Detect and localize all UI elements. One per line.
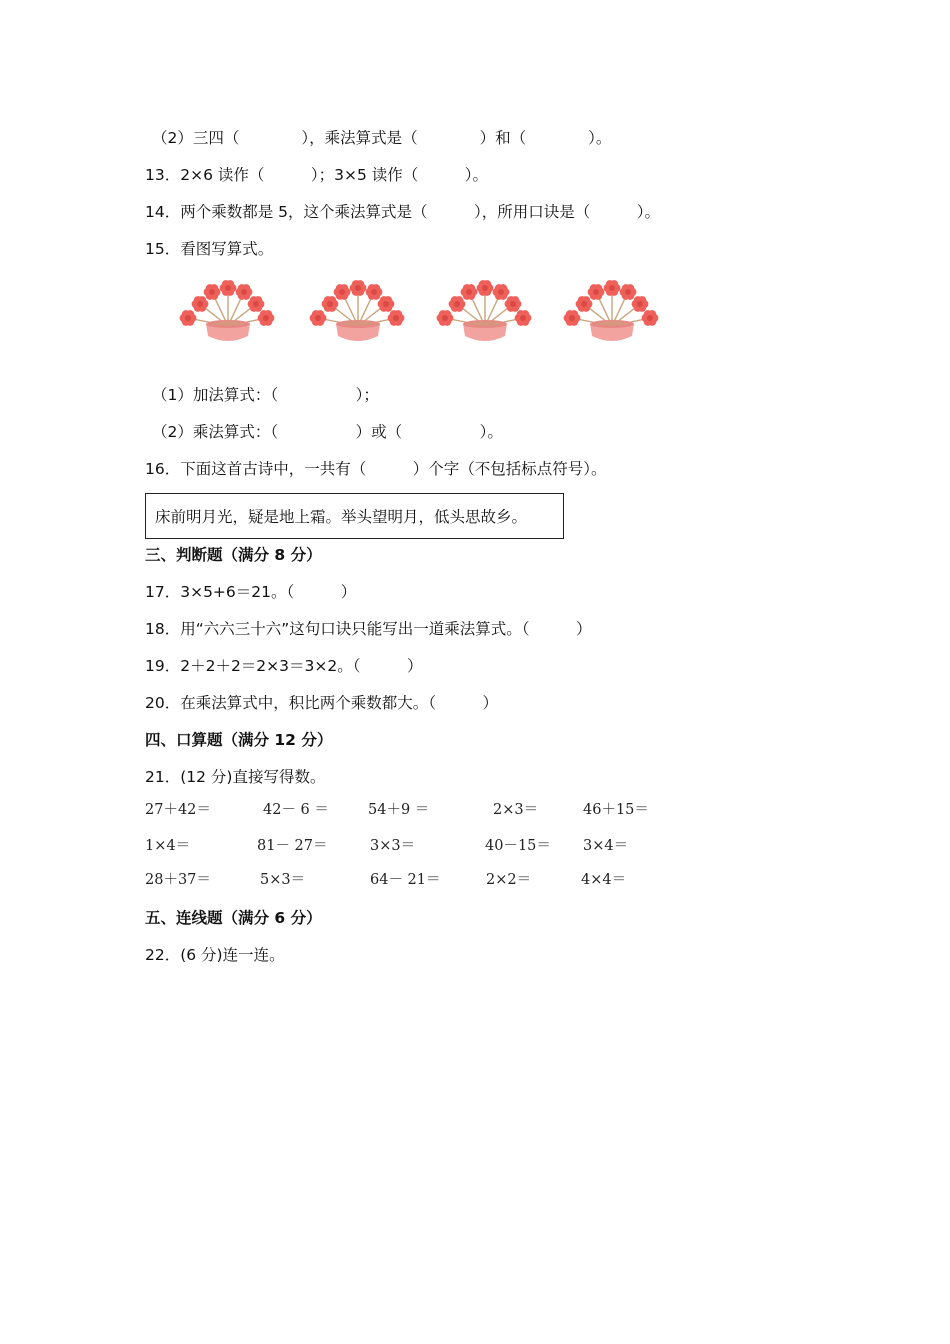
calc-item: 3×3＝ [370, 838, 416, 854]
calc-item: 27＋42＝ [145, 802, 211, 818]
flower-pot-image [562, 280, 662, 348]
calc-item: 28＋37＝ [145, 872, 211, 888]
calc-item: 2×2＝ [486, 872, 532, 888]
question-21: 21．(12 分)直接写得数。 [145, 768, 326, 786]
poem-text: 床前明月光，疑是地上霜。举头望明月，低头思故乡。 [155, 508, 528, 526]
calc-item: 81－ 27＝ [257, 838, 328, 854]
flower-pot-image [435, 280, 535, 348]
question-19: 19．2＋2＋2＝2×3＝3×2。（ ） [145, 657, 423, 675]
flower-pot-image [178, 280, 278, 348]
question-17: 17．3×5+6＝21。（ ） [145, 583, 357, 601]
question-22: 22．(6 分)连一连。 [145, 946, 285, 964]
calc-item: 2×3＝ [493, 802, 539, 818]
poem-box [145, 493, 564, 539]
calc-item: 54＋9 ＝ [368, 802, 430, 818]
calc-item: 46＋15＝ [583, 802, 649, 818]
calc-item: 64－ 21＝ [370, 872, 441, 888]
flower-pot-image [308, 280, 408, 348]
question-18: 18．用“六六三十六”这句口诀只能写出一道乘法算式。（ ） [145, 620, 592, 638]
section-3-title: 三、判断题（满分 8 分） [145, 546, 322, 564]
question-14: 14．两个乘数都是 5，这个乘法算式是（ ），所用口诀是（ ）。 [145, 203, 661, 221]
question-20: 20．在乘法算式中，积比两个乘数都大。（ ） [145, 694, 498, 712]
question-15: 15．看图写算式。 [145, 240, 274, 258]
section-5-title: 五、连线题（满分 6 分） [145, 909, 322, 927]
calc-item: 5×3＝ [260, 872, 306, 888]
section-4-title: 四、口算题（满分 12 分） [145, 731, 333, 749]
calc-item: 3×4＝ [583, 838, 629, 854]
calc-item: 4×4＝ [581, 872, 627, 888]
question-13: 13．2×6 读作（ ）；3×5 读作（ ）。 [145, 166, 488, 184]
question-15-part-2: （2）乘法算式：（ ）或（ ）。 [152, 423, 503, 441]
question-15-part-1: （1）加法算式：（ ）； [152, 386, 379, 404]
calc-item: 42－ 6 ＝ [263, 802, 329, 818]
question-12-part-2: （2）三四（ ），乘法算式是（ ）和（ ）。 [152, 129, 612, 147]
question-16: 16．下面这首古诗中，一共有（ ）个字（不包括标点符号）。 [145, 460, 607, 478]
calc-item: 1×4＝ [145, 838, 191, 854]
flower-pots-illustration [178, 280, 668, 348]
calc-item: 40－15＝ [485, 838, 551, 854]
